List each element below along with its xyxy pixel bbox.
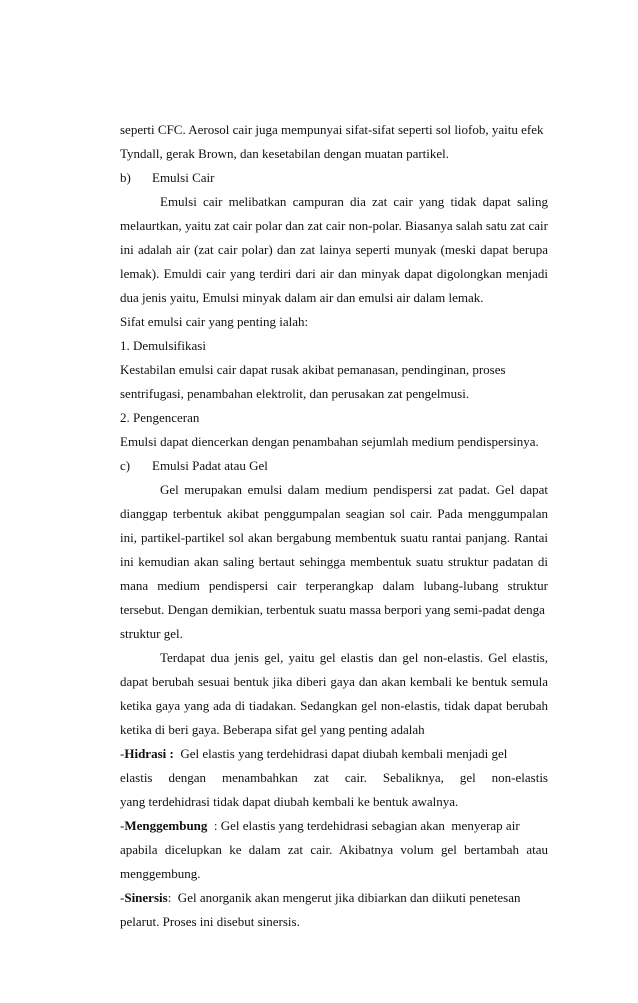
paragraph-line: dapat berubah sesuai bentuk jika diberi gaya dan akan kembali ke bentuk semula — [120, 674, 548, 689]
property-term: Hidrasi : — [124, 746, 174, 761]
dash-prefix: - — [120, 746, 125, 761]
paragraph-line: pelarut. Proses ini disebut sinersis. — [120, 914, 300, 929]
property-hidrasi — [120, 746, 548, 762]
text-line: Tyndall, gerak Brown, dan kesetabilan dengan muatan partikel. — [120, 146, 450, 161]
paragraph-line: ini, partikel-partikel sol akan bergabung membentuk suatu rantai panjang. Rantai — [120, 530, 548, 545]
paragraph-line: Terdapat dua jenis gel, yaitu gel elastis dan gel non-elastis. Gel elastis, — [160, 650, 548, 665]
property-description: Gel elastis yang terdehidrasi dapat diubah kembali menjadi gel — [173, 746, 508, 761]
paragraph-line: ketika di beri gaya. Beberapa sifat gel yang penting adalah — [120, 722, 425, 737]
section-heading: Emulsi Padat atau Gel — [152, 458, 268, 473]
section-label: c) — [120, 458, 131, 473]
paragraph-line: Gel merupakan emulsi dalam medium pendispersi zat padat. Gel dapat — [160, 482, 548, 497]
paragraph-line: tersebut. Dengan demikian, terbentuk suatu massa berpori yang semi-padat denga — [120, 602, 545, 617]
section-label: b) — [120, 170, 131, 185]
paragraph-line: dua jenis yaitu, Emulsi minyak dalam air dan emulsi air dalam lemak. — [120, 290, 484, 305]
paragraph-line: yang terdehidrasi tidak dapat diubah kembali ke bentuk awalnya. — [120, 794, 459, 809]
paragraph-line: Sifat emulsi cair yang penting ialah: — [120, 314, 309, 329]
section-heading: Emulsi Cair — [152, 170, 215, 185]
dash-prefix: - — [120, 890, 125, 905]
property-term: Menggembung — [124, 818, 208, 833]
property-term: Sinersis — [124, 890, 168, 905]
paragraph-line: Kestabilan emulsi cair dapat rusak akibat pemanasan, pendinginan, proses — [120, 362, 506, 377]
paragraph-line: mana medium pendispersi cair terperangkap dalam lubang-lubang struktur — [120, 578, 548, 593]
list-item: 2. Pengenceran — [120, 410, 200, 425]
paragraph-line: melaurtkan, yaitu zat cair polar dan zat cair non-polar. Biasanya salah satu zat cair — [120, 218, 548, 233]
list-item: 1. Demulsifikasi — [120, 338, 206, 353]
paragraph-line: ini adalah air (zat cair polar) dan zat lainya seperti munyak (meski dapat berupa — [120, 242, 548, 257]
paragraph-line: menggembung. — [120, 866, 201, 881]
property-description: : Gel anorganik akan mengerut jika dibiarkan dan diikuti penetesan — [167, 890, 521, 905]
paragraph-line: elastis dengan menambahkan zat cair. Sebaliknya, gel non-elastis — [120, 770, 548, 785]
text-line: seperti CFC. Aerosol cair juga mempunyai sifat-sifat seperti sol liofob, yaitu efek — [120, 122, 544, 137]
paragraph-line: struktur gel. — [120, 626, 183, 641]
paragraph-line: sentrifugasi, penambahan elektrolit, dan perusakan zat pengelmusi. — [120, 386, 470, 401]
paragraph-line: ketika gaya yang ada di tiadakan. Sedangkan gel non-elastis, tidak dapat berubah — [120, 698, 548, 713]
paragraph-line: dianggap terbentuk akibat penggumpalan seagian sol cair. Pada menggumpalan — [120, 506, 548, 521]
paragraph-line: apabila dicelupkan ke dalam zat cair. Akibatnya volum gel bertambah atau — [120, 842, 548, 857]
paragraph-line: ini kemudian akan saling bertaut sehingga membentuk suatu struktur padatan di — [120, 554, 548, 569]
dash-prefix: - — [120, 818, 125, 833]
property-sinersis — [120, 890, 548, 906]
property-description: : Gel elastis yang terdehidrasi sebagian akan menyerap air — [207, 818, 520, 833]
paragraph-line: Emulsi cair melibatkan campuran dia zat cair yang tidak dapat saling — [160, 194, 548, 209]
property-menggembung — [120, 818, 548, 834]
paragraph-line: lemak). Emuldi cair yang terdiri dari air dan minyak dapat digolongkan menjadi — [120, 266, 548, 281]
paragraph-line: Emulsi dapat diencerkan dengan penambahan sejumlah medium pendispersinya. — [120, 434, 539, 449]
